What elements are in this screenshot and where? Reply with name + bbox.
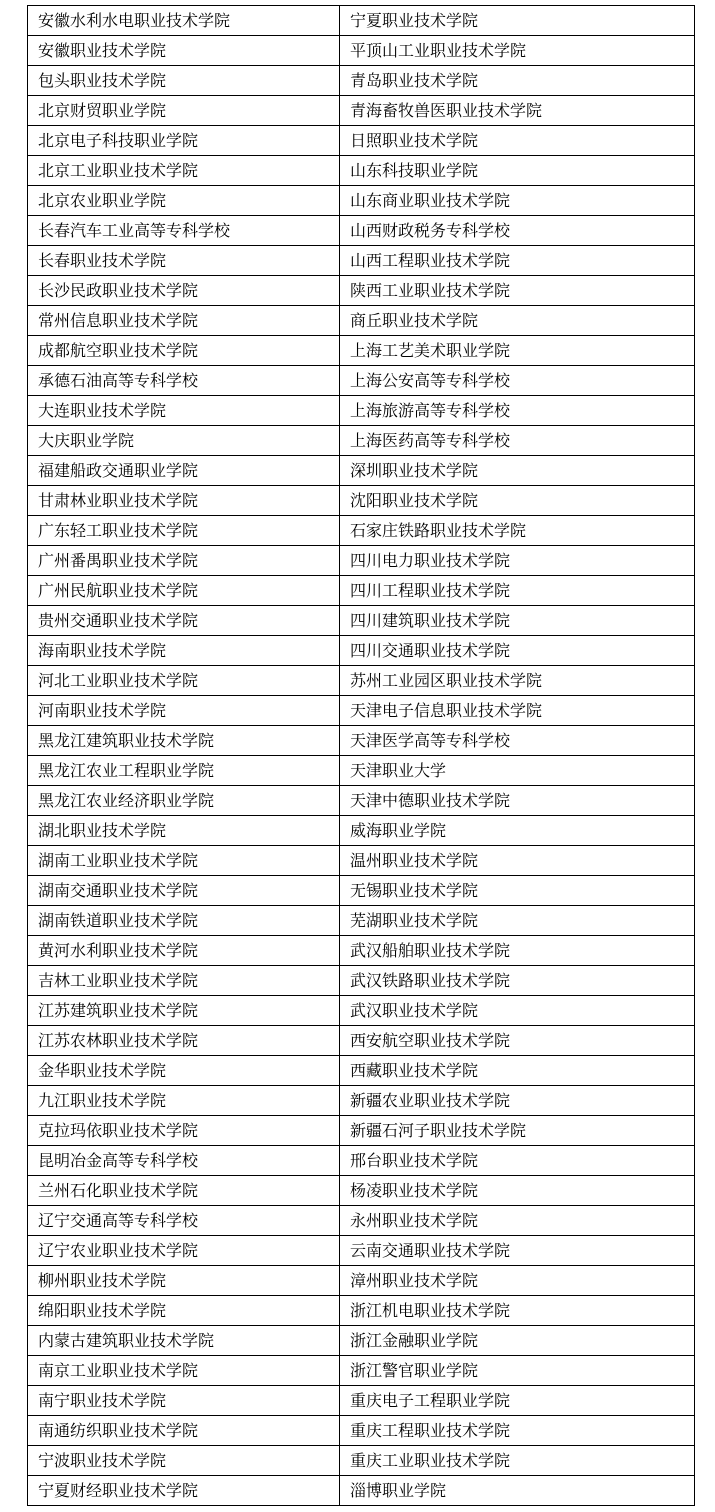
table-row	[28, 1176, 695, 1206]
school-name-left-cell: 常州信息职业技术学院	[28, 306, 340, 336]
school-name-right-cell: 四川交通职业技术学院	[340, 636, 695, 666]
school-name-right-cell: 苏州工业园区职业技术学院	[340, 666, 695, 696]
school-name-right-cell: 石家庄铁路职业技术学院	[340, 516, 695, 546]
school-name-left-cell: 湖南交通职业技术学院	[28, 876, 340, 906]
school-name-left-cell: 广州番禺职业技术学院	[28, 546, 340, 576]
table-row	[28, 1116, 695, 1146]
table-row	[28, 456, 695, 486]
school-name-right-cell: 日照职业技术学院	[340, 126, 695, 156]
table-row	[28, 1326, 695, 1356]
school-name-right-cell: 武汉船舶职业技术学院	[340, 936, 695, 966]
school-name-right-cell: 青岛职业技术学院	[340, 66, 695, 96]
school-name-left-cell: 北京农业职业学院	[28, 186, 340, 216]
school-name-right-cell: 上海旅游高等专科学校	[340, 396, 695, 426]
school-name-left-cell: 甘肃林业职业技术学院	[28, 486, 340, 516]
school-name-left-cell: 金华职业技术学院	[28, 1056, 340, 1086]
school-name-right-cell: 山东科技职业学院	[340, 156, 695, 186]
table-row	[28, 996, 695, 1026]
school-name-left-cell: 辽宁交通高等专科学校	[28, 1206, 340, 1236]
school-name-left-cell: 河北工业职业技术学院	[28, 666, 340, 696]
school-name-right-cell: 沈阳职业技术学院	[340, 486, 695, 516]
table-row	[28, 1056, 695, 1086]
school-name-right-cell: 武汉铁路职业技术学院	[340, 966, 695, 996]
school-name-left-cell: 福建船政交通职业学院	[28, 456, 340, 486]
table-row	[28, 876, 695, 906]
school-name-left-cell: 湖南工业职业技术学院	[28, 846, 340, 876]
table-row	[28, 396, 695, 426]
school-name-right-cell: 山西财政税务专科学校	[340, 216, 695, 246]
school-name-left-cell: 包头职业技术学院	[28, 66, 340, 96]
table-row	[28, 336, 695, 366]
school-name-right-cell: 四川电力职业技术学院	[340, 546, 695, 576]
table-row	[28, 1476, 695, 1506]
school-name-right-cell: 温州职业技术学院	[340, 846, 695, 876]
table-row	[28, 696, 695, 726]
school-name-left-cell: 辽宁农业职业技术学院	[28, 1236, 340, 1266]
school-name-left-cell: 成都航空职业技术学院	[28, 336, 340, 366]
table-row	[28, 1386, 695, 1416]
school-name-right-cell: 天津医学高等专科学校	[340, 726, 695, 756]
school-name-right-cell: 新疆农业职业技术学院	[340, 1086, 695, 1116]
school-name-right-cell: 山西工程职业技术学院	[340, 246, 695, 276]
school-name-left-cell: 海南职业技术学院	[28, 636, 340, 666]
school-name-right-cell: 无锡职业技术学院	[340, 876, 695, 906]
school-name-left-cell: 大连职业技术学院	[28, 396, 340, 426]
table-row	[28, 606, 695, 636]
school-name-right-cell: 西安航空职业技术学院	[340, 1026, 695, 1056]
school-name-left-cell: 南宁职业技术学院	[28, 1386, 340, 1416]
school-name-right-cell: 重庆电子工程职业学院	[340, 1386, 695, 1416]
school-name-left-cell: 贵州交通职业技术学院	[28, 606, 340, 636]
table-row	[28, 486, 695, 516]
table-row	[28, 636, 695, 666]
school-name-left-cell: 绵阳职业技术学院	[28, 1296, 340, 1326]
table-row	[28, 246, 695, 276]
school-name-left-cell: 长春职业技术学院	[28, 246, 340, 276]
school-name-left-cell: 黄河水利职业技术学院	[28, 936, 340, 966]
school-name-right-cell: 重庆工业职业技术学院	[340, 1446, 695, 1476]
school-name-left-cell: 安徽水利水电职业技术学院	[28, 6, 340, 36]
table-row	[28, 306, 695, 336]
table-row	[28, 666, 695, 696]
school-name-left-cell: 九江职业技术学院	[28, 1086, 340, 1116]
table-row	[28, 966, 695, 996]
school-name-right-cell: 云南交通职业技术学院	[340, 1236, 695, 1266]
school-name-left-cell: 宁波职业技术学院	[28, 1446, 340, 1476]
table-row	[28, 156, 695, 186]
school-name-left-cell: 承德石油高等专科学校	[28, 366, 340, 396]
school-list-table	[27, 5, 695, 1506]
table-row	[28, 1416, 695, 1446]
school-name-left-cell: 湖南铁道职业技术学院	[28, 906, 340, 936]
table-row	[28, 756, 695, 786]
school-name-left-cell: 克拉玛依职业技术学院	[28, 1116, 340, 1146]
school-name-right-cell: 浙江警官职业学院	[340, 1356, 695, 1386]
school-name-right-cell: 上海医药高等专科学校	[340, 426, 695, 456]
table-row	[28, 36, 695, 66]
school-name-left-cell: 长沙民政职业技术学院	[28, 276, 340, 306]
table-row	[28, 426, 695, 456]
school-name-right-cell: 青海畜牧兽医职业技术学院	[340, 96, 695, 126]
school-name-right-cell: 邢台职业技术学院	[340, 1146, 695, 1176]
table-row	[28, 216, 695, 246]
table-row	[28, 366, 695, 396]
school-name-right-cell: 杨凌职业技术学院	[340, 1176, 695, 1206]
school-name-left-cell: 北京电子科技职业学院	[28, 126, 340, 156]
school-name-right-cell: 重庆工程职业技术学院	[340, 1416, 695, 1446]
school-name-left-cell: 江苏建筑职业技术学院	[28, 996, 340, 1026]
table-row	[28, 816, 695, 846]
table-row	[28, 186, 695, 216]
school-name-right-cell: 浙江机电职业技术学院	[340, 1296, 695, 1326]
table-row	[28, 1026, 695, 1056]
school-name-left-cell: 黑龙江农业工程职业学院	[28, 756, 340, 786]
table-row	[28, 846, 695, 876]
school-name-left-cell: 河南职业技术学院	[28, 696, 340, 726]
table-row	[28, 906, 695, 936]
school-name-right-cell: 深圳职业技术学院	[340, 456, 695, 486]
school-name-right-cell: 淄博职业学院	[340, 1476, 695, 1506]
table-row	[28, 1296, 695, 1326]
table-row	[28, 96, 695, 126]
school-name-right-cell: 商丘职业技术学院	[340, 306, 695, 336]
school-name-left-cell: 湖北职业技术学院	[28, 816, 340, 846]
school-name-left-cell: 广州民航职业技术学院	[28, 576, 340, 606]
school-name-right-cell: 武汉职业技术学院	[340, 996, 695, 1026]
table-row	[28, 6, 695, 36]
school-name-right-cell: 威海职业学院	[340, 816, 695, 846]
school-list-body	[28, 6, 695, 1506]
table-row	[28, 516, 695, 546]
school-name-right-cell: 天津中德职业技术学院	[340, 786, 695, 816]
school-name-left-cell: 柳州职业技术学院	[28, 1266, 340, 1296]
school-name-right-cell: 天津电子信息职业技术学院	[340, 696, 695, 726]
school-name-right-cell: 山东商业职业技术学院	[340, 186, 695, 216]
table-row	[28, 786, 695, 816]
school-name-left-cell: 吉林工业职业技术学院	[28, 966, 340, 996]
table-row	[28, 1206, 695, 1236]
school-name-left-cell: 昆明冶金高等专科学校	[28, 1146, 340, 1176]
school-name-left-cell: 大庆职业学院	[28, 426, 340, 456]
table-row	[28, 1356, 695, 1386]
school-name-left-cell: 黑龙江建筑职业技术学院	[28, 726, 340, 756]
table-row	[28, 66, 695, 96]
school-name-right-cell: 上海公安高等专科学校	[340, 366, 695, 396]
school-name-left-cell: 北京财贸职业学院	[28, 96, 340, 126]
school-name-left-cell: 南京工业职业技术学院	[28, 1356, 340, 1386]
table-row	[28, 546, 695, 576]
table-row	[28, 726, 695, 756]
school-name-left-cell: 南通纺织职业技术学院	[28, 1416, 340, 1446]
table-row	[28, 576, 695, 606]
school-name-left-cell: 宁夏财经职业技术学院	[28, 1476, 340, 1506]
school-name-right-cell: 西藏职业技术学院	[340, 1056, 695, 1086]
table-row	[28, 1086, 695, 1116]
school-name-right-cell: 永州职业技术学院	[340, 1206, 695, 1236]
table-row	[28, 126, 695, 156]
school-name-right-cell: 宁夏职业技术学院	[340, 6, 695, 36]
school-name-right-cell: 上海工艺美术职业学院	[340, 336, 695, 366]
school-name-right-cell: 浙江金融职业学院	[340, 1326, 695, 1356]
school-name-right-cell: 平顶山工业职业技术学院	[340, 36, 695, 66]
school-name-left-cell: 黑龙江农业经济职业学院	[28, 786, 340, 816]
school-name-right-cell: 陕西工业职业技术学院	[340, 276, 695, 306]
table-row	[28, 1446, 695, 1476]
table-row	[28, 1146, 695, 1176]
school-name-right-cell: 芜湖职业技术学院	[340, 906, 695, 936]
table-row	[28, 1266, 695, 1296]
table-row	[28, 276, 695, 306]
school-name-right-cell: 四川工程职业技术学院	[340, 576, 695, 606]
table-row	[28, 1236, 695, 1266]
school-name-right-cell: 天津职业大学	[340, 756, 695, 786]
school-name-left-cell: 北京工业职业技术学院	[28, 156, 340, 186]
school-name-left-cell: 长春汽车工业高等专科学校	[28, 216, 340, 246]
school-name-left-cell: 广东轻工职业技术学院	[28, 516, 340, 546]
school-name-left-cell: 兰州石化职业技术学院	[28, 1176, 340, 1206]
school-name-left-cell: 江苏农林职业技术学院	[28, 1026, 340, 1056]
school-name-left-cell: 安徽职业技术学院	[28, 36, 340, 66]
school-name-right-cell: 漳州职业技术学院	[340, 1266, 695, 1296]
table-row	[28, 936, 695, 966]
school-name-right-cell: 新疆石河子职业技术学院	[340, 1116, 695, 1146]
school-name-left-cell: 内蒙古建筑职业技术学院	[28, 1326, 340, 1356]
school-name-right-cell: 四川建筑职业技术学院	[340, 606, 695, 636]
